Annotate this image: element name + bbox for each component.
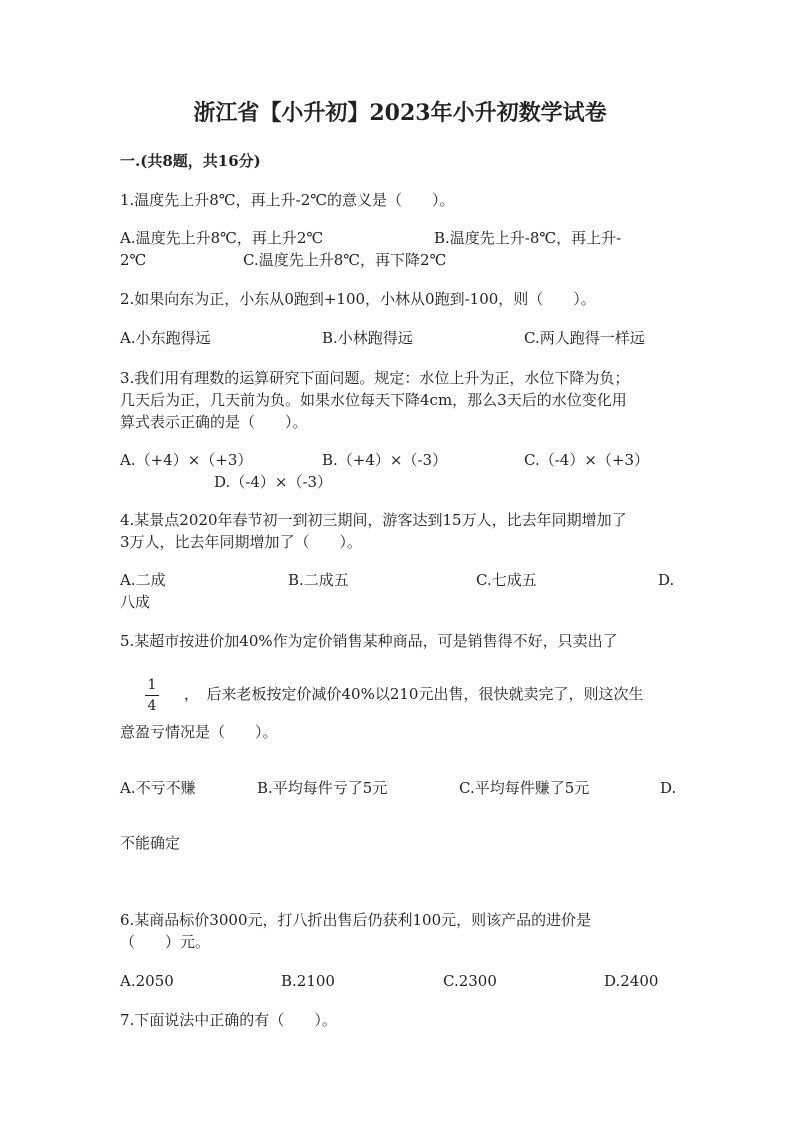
question-3-option-c: C.（-4）×（+3）: [524, 451, 650, 469]
fraction-numerator: 1: [147, 677, 157, 693]
question-5-option-d-continued: 不能确定: [120, 834, 181, 852]
question-1-option-b: B.温度先上升-8℃，再上升-: [434, 229, 622, 247]
question-5-line-3: 意盈亏情况是（ ）。: [120, 723, 278, 741]
question-4-option-c: C.七成五: [476, 571, 537, 589]
question-2-option-b: B.小林跑得远: [322, 329, 413, 347]
question-4-line-2: 3万人，比去年同期增加了（ ）。: [120, 533, 363, 551]
question-5-line-2: ， 后来老板按定价减价40%以210元出售，很快就卖完了，则这次生: [184, 685, 644, 703]
question-2-option-a: A.小东跑得远: [120, 329, 211, 347]
question-5-option-a: A.不亏不赚: [120, 779, 196, 797]
question-6-option-b: B.2100: [281, 972, 335, 990]
question-3-line-3: 算式表示正确的是（ ）。: [120, 413, 308, 431]
fraction-bar: [145, 695, 159, 696]
question-3-line-1: 3.我们用有理数的运算研究下面问题。规定：水位上升为正，水位下降为负；: [120, 369, 630, 387]
question-6-option-a: A.2050: [120, 972, 174, 990]
question-3-line-2: 几天后为正，几天前为负。如果水位每天下降4cm，那么3天后的水位变化用: [120, 391, 627, 409]
question-6-line-2: （ ）元。: [120, 933, 211, 951]
question-4-line-1: 4.某景点2020年春节初一到初三期间，游客达到15万人，比去年同期增加了: [120, 511, 627, 529]
question-5-option-d: D.: [660, 779, 677, 797]
section-heading: 一.(共8题，共16分): [120, 152, 261, 170]
question-1-option-b-continued: 2℃: [120, 251, 147, 269]
question-5-line-1: 5.某超市按进价加40%作为定价销售某种商品，可是销售得不好，只卖出了: [120, 632, 618, 650]
fraction-one-quarter: [142, 676, 162, 715]
question-4-option-d-continued: 八成: [120, 593, 151, 611]
fraction-denominator: 4: [147, 698, 157, 714]
page-title: 浙江省【小升初】2023年小升初数学试卷: [193, 100, 607, 126]
question-5-option-c: C.平均每件赚了5元: [459, 779, 590, 797]
question-3-option-b: B.（+4）×（-3）: [322, 451, 448, 469]
question-4-option-a: A.二成: [120, 571, 166, 589]
question-1-option-a: A.温度先上升8℃，再上升2℃: [120, 229, 324, 247]
question-2-option-c: C.两人跑得一样远: [524, 329, 645, 347]
question-7-stem: 7.下面说法中正确的有（ ）。: [120, 1011, 337, 1029]
question-6-option-d: D.2400: [604, 972, 659, 990]
question-3-option-d: D.（-4）×（-3）: [214, 473, 333, 491]
question-5-option-b: B.平均每件亏了5元: [257, 779, 388, 797]
question-1-stem: 1.温度先上升8℃，再上升-2℃的意义是（ ）。: [120, 191, 455, 209]
question-6-option-c: C.2300: [443, 972, 497, 990]
question-1-option-c: C.温度先上升8℃，再下降2℃: [243, 251, 447, 269]
question-4-option-d: D.: [658, 571, 675, 589]
question-3-option-a: A.（+4）×（+3）: [120, 451, 253, 469]
question-2-stem: 2.如果向东为正，小东从0跑到+100，小林从0跑到-100，则（ ）。: [120, 290, 596, 308]
question-4-option-b: B.二成五: [288, 571, 349, 589]
question-6-line-1: 6.某商品标价3000元，打八折出售后仍获利100元，则该产品的进价是: [120, 911, 592, 929]
